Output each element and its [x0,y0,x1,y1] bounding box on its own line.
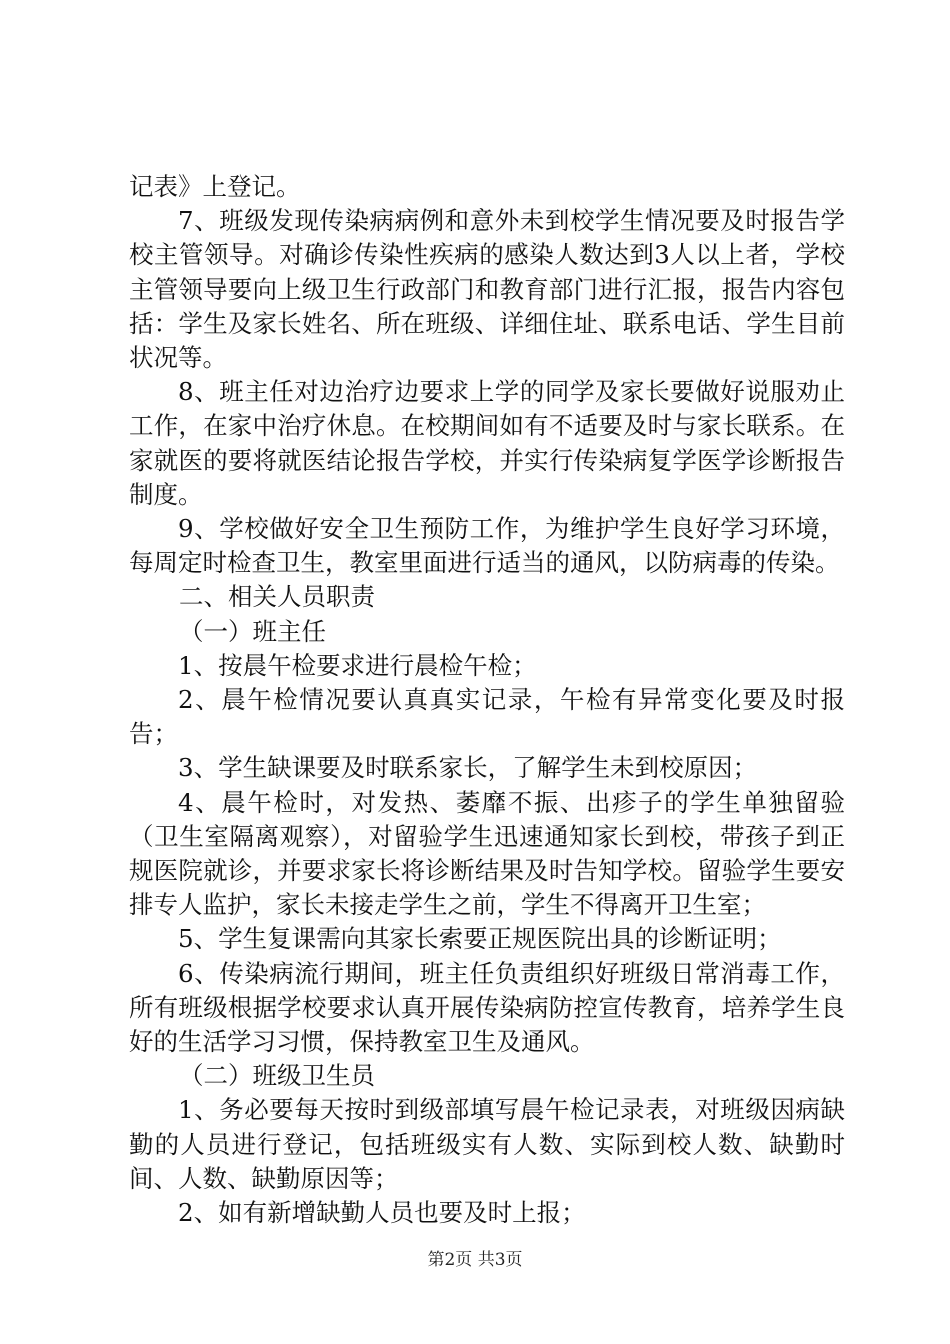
subsection-heading-class-teacher: （一）班主任 [179,616,326,646]
paragraph-item-9: 9、学校做好安全卫生预防工作，为维护学生良好学习环境，每周定时检查卫生，教室里面进行适当的通风，以防病毒的传染。 [129,514,845,578]
health-officer-duty-1: 1、务必要每天按时到级部填写晨午检记录表，对班级因病缺勤的人员进行登记，包括班级实有人数、实际到校人数、缺勤时间、人数、缺勤原因等； [129,1095,845,1193]
teacher-duty-5: 5、学生复课需向其家长索要正规医院出具的诊断证明； [178,924,782,954]
teacher-duty-1: 1、按晨午检要求进行晨检午检； [178,650,537,680]
page-number-footer: 第2页 共3页 [427,1250,523,1270]
paragraph-item-8: 8、班主任对边治疗边要求上学的同学及家长要做好说服劝止工作，在家中治疗休息。在校期间如有不适要及时与家长联系。在家就医的要将就医结论报告学校，并实行传染病复学医学诊断报告制度。 [129,377,845,509]
subsection-heading-health-officer: （二）班级卫生员 [179,1061,375,1091]
health-officer-duty-2: 2、如有新增缺勤人员也要及时上报； [178,1198,586,1228]
teacher-duty-6: 6、传染病流行期间，班主任负责组织好班级日常消毒工作，所有班级根据学校要求认真开展传染病防控宣传教育，培养学生良好的生活学习习惯，保持教室卫生及通风。 [129,958,845,1057]
teacher-duty-4: 4、晨午检时，对发热、萎靡不振、出疹子的学生单独留验（卫生室隔离观察），对留验学生迅速通知家长到校，带孩子到正规医院就诊，并要求家长将诊断结果及时告知学校。留验学生要安排专人监护，家长未接走学生之前，学生不得离开卫生室； [129,787,845,920]
paragraph-continuation: 记表》上登记。 [129,172,301,201]
teacher-duty-2: 2、晨午检情况要认真真实记录，午检有异常变化要及时报告； [129,685,845,749]
document-body [129,170,845,1230]
paragraph-item-7: 7、班级发现传染病病例和意外未到校学生情况要及时报告学校主管领导。对确诊传染性疾病的感染人数达到3人以上者，学校主管领导要向上级卫生行政部门和教育部门进行汇报，报告内容包括：学生及家长姓名、所在班级、详细住址、联系电话、学生目前状况等。 [129,206,845,373]
teacher-duty-3: 3、学生缺课要及时联系家长，了解学生未到校原因； [178,753,758,783]
section-heading-2: 二、相关人员职责 [179,582,375,612]
